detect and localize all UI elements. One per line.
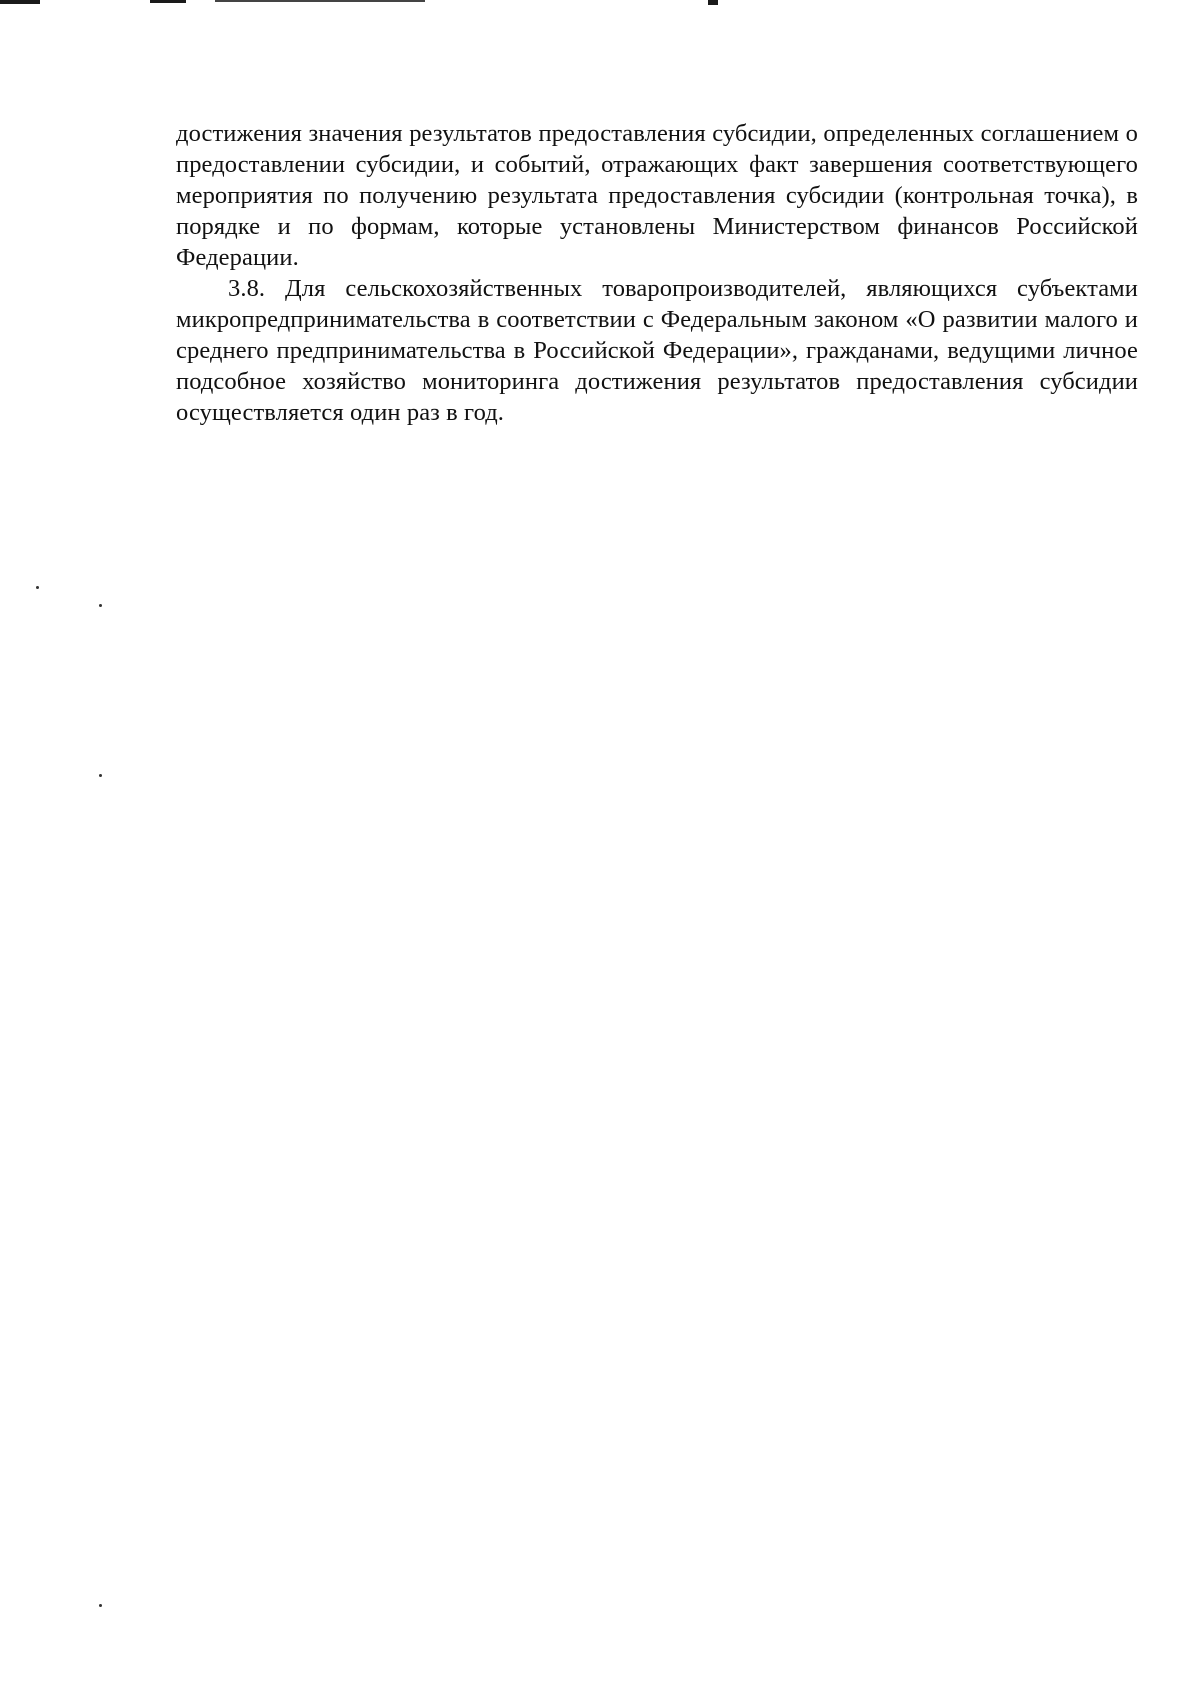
paragraph-continuation: достижения значения результатов предоставления субсидии, определенных соглашением о предоставлении субсидии, и событий, отражающих факт завершения соответствующего мероприятия по получению результата предоставления субсидии (контрольная точка), в порядке и по формам, которые установлены Министерством финансов Российской Федерации.: [176, 120, 1138, 271]
scan-artifact-top-left: [0, 0, 40, 4]
document-body: [176, 118, 1138, 428]
paragraph-item-3-8: 3.8. Для сельскохозяйственных товаропроизводителей, являющихся субъектами микропредпринимательства в соответствии с Федеральным законом «О развитии малого и среднего предпринимательства в Российской Федерации», гражданами, ведущими личное подсобное хозяйство мониторинга достижения результатов предоставления субсидии осуществляется один раз в год.: [176, 275, 1138, 426]
scan-speck-1: [36, 586, 39, 589]
scan-artifact-top-right: [708, 0, 718, 5]
scan-speck-2: [99, 604, 102, 607]
scan-artifact-top-mid-2: [215, 0, 425, 2]
scan-speck-4: [99, 1604, 102, 1607]
scan-speck-3: [99, 774, 102, 777]
scan-artifact-top-mid-1: [150, 0, 186, 3]
